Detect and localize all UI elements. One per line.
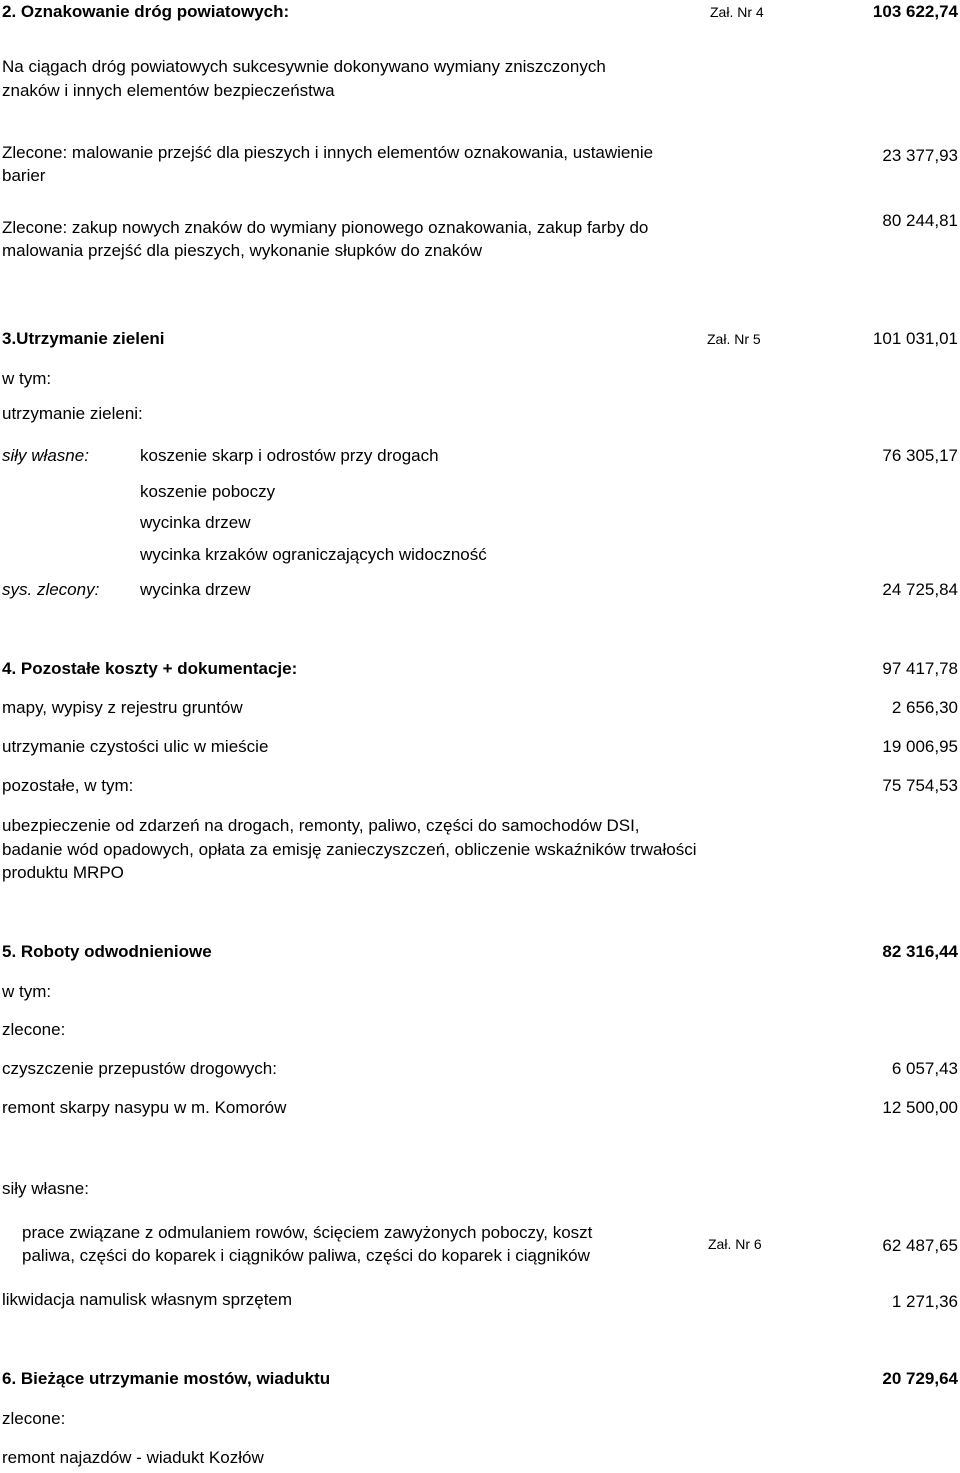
section-5-own-value: 62 487,65	[882, 1236, 958, 1255]
section-6-title: 6. Bieżące utrzymanie mostów, wiaduktu	[2, 1369, 331, 1388]
section-2-attachment: Zał. Nr 4	[710, 4, 764, 20]
section-4-desc-line-3: produktu MRPO	[2, 863, 124, 882]
section-3-own-value: 76 305,17	[882, 446, 958, 465]
section-3-own-label: siły własne:	[2, 446, 89, 465]
section-5-row-2-value: 12 500,00	[882, 1098, 958, 1117]
section-3-w-tym: w tym:	[2, 369, 52, 388]
section-2-item-2-line-2: malowania przejść dla pieszych, wykonanie słupków do znaków	[2, 241, 483, 260]
section-3-ext-item: wycinka drzew	[140, 580, 251, 599]
section-2-item-1-line-2: barier	[2, 166, 46, 185]
section-4-row-2-value: 19 006,95	[882, 737, 958, 756]
section-5-total: 82 316,44	[882, 942, 958, 961]
section-2-item-2-line-1: Zlecone: zakup nowych znaków do wymiany pionowego oznakowania, zakup farby do	[2, 218, 649, 237]
section-3-ext-label: sys. zlecony:	[2, 580, 100, 599]
section-4-total: 97 417,78	[882, 659, 958, 678]
section-6-zlecone: zlecone:	[2, 1409, 66, 1428]
section-5-row-3-label: likwidacja namulisk własnym sprzętem	[2, 1290, 293, 1309]
section-5-row-2-label: remont skarpy nasypu w m. Komorów	[2, 1098, 287, 1117]
section-2-item-2-value: 80 244,81	[882, 211, 958, 230]
section-2-desc-line-2: znaków i innych elementów bezpieczeństwa	[2, 81, 335, 100]
section-6-row-1-label: remont najazdów - wiadukt Kozłów	[2, 1448, 264, 1467]
section-4-title: 4. Pozostałe koszty + dokumentacje:	[2, 659, 298, 678]
section-3-ext-value: 24 725,84	[882, 580, 958, 599]
section-3-subheading: utrzymanie zieleni:	[2, 404, 143, 423]
section-2-title: 2. Oznakowanie dróg powiatowych:	[2, 2, 290, 21]
section-3-title: 3.Utrzymanie zieleni	[2, 329, 165, 348]
section-4-row-3-label: pozostałe, w tym:	[2, 776, 134, 795]
section-5-attachment: Zał. Nr 6	[708, 1236, 762, 1252]
section-2-desc-line-1: Na ciągach dróg powiatowych sukcesywnie dokonywano wymiany zniszczonych	[2, 57, 606, 76]
section-5-title: 5. Roboty odwodnieniowe	[2, 942, 212, 961]
section-3-own-item: wycinka drzew	[140, 513, 251, 532]
section-4-row-1-label: mapy, wypisy z rejestru gruntów	[2, 698, 243, 717]
section-4-row-3-value: 75 754,53	[882, 776, 958, 795]
section-4-row-2-label: utrzymanie czystości ulic w mieście	[2, 737, 269, 756]
section-5-own-desc-line-1: prace związane z odmulaniem rowów, ścięciem zawyżonych poboczy, koszt	[22, 1223, 593, 1242]
section-3-attachment: Zał. Nr 5	[707, 331, 761, 347]
section-2-item-1-value: 23 377,93	[882, 146, 958, 165]
section-4-row-1-value: 2 656,30	[891, 698, 958, 717]
section-3-own-item: koszenie poboczy	[140, 482, 276, 501]
section-4-desc-line-1: ubezpieczenie od zdarzeń na drogach, remonty, paliwo, części do samochodów DSI,	[2, 816, 640, 835]
section-2-item-1-line-1: Zlecone: malowanie przejść dla pieszych i innych elementów oznakowania, ustawienie	[2, 143, 654, 162]
section-5-own-label: siły własne:	[2, 1179, 89, 1198]
section-4-desc-line-2: badanie wód opadowych, opłata za emisję zanieczyszczeń, obliczenie wskaźników trwałości	[2, 840, 697, 859]
section-2-total: 103 622,74	[872, 2, 958, 21]
section-3-total: 101 031,01	[872, 329, 958, 348]
section-5-row-3-value: 1 271,36	[891, 1292, 958, 1311]
section-5-own-desc-line-2: paliwa, części do koparek i ciągników paliwa, części do koparek i ciągników	[22, 1246, 590, 1265]
section-3-own-item: koszenie skarp i odrostów przy drogach	[140, 446, 439, 465]
section-5-w-tym: w tym:	[2, 982, 52, 1001]
section-5-zlecone: zlecone:	[2, 1020, 66, 1039]
section-5-row-1-label: czyszczenie przepustów drogowych:	[2, 1059, 277, 1078]
section-5-row-1-value: 6 057,43	[891, 1059, 958, 1078]
section-3-own-item: wycinka krzaków ograniczających widoczność	[140, 545, 487, 564]
section-6-total: 20 729,64	[882, 1369, 958, 1388]
